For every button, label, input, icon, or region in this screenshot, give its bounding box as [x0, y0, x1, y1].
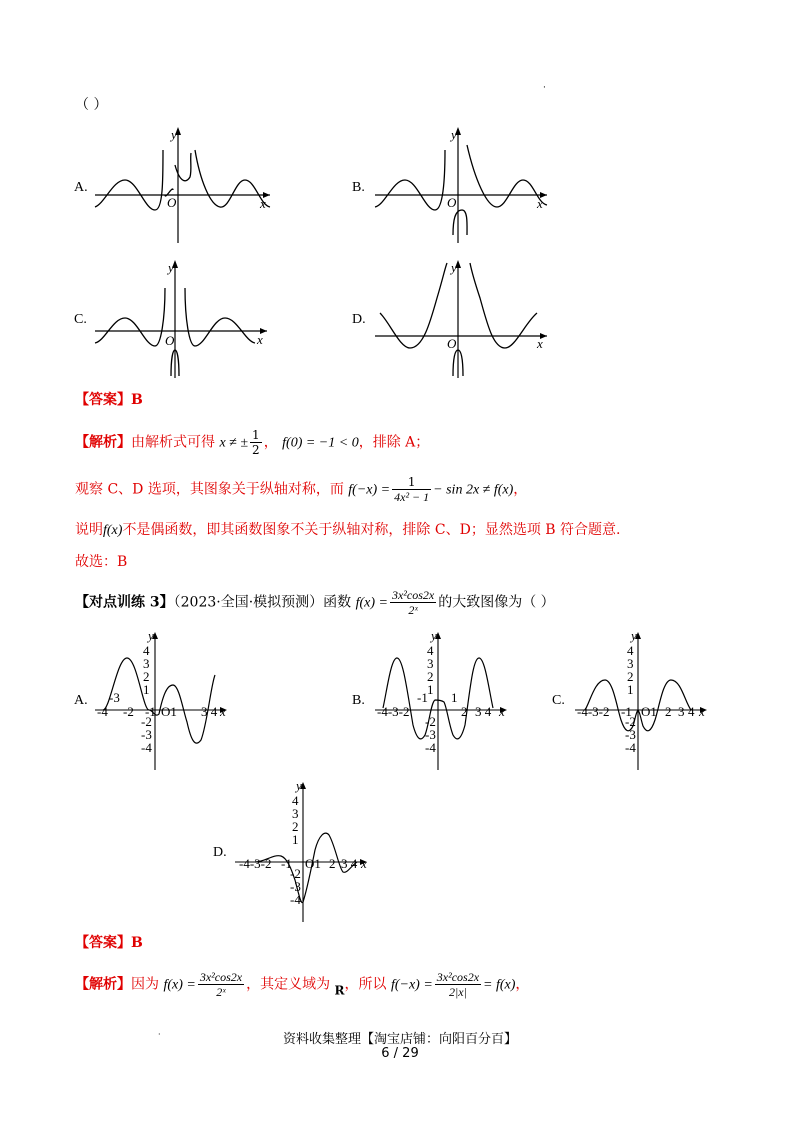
curve-middle [175, 153, 191, 181]
svg-text:4: 4 [427, 643, 434, 658]
svg-text:4: 4 [627, 643, 634, 658]
graph-option-c [95, 258, 280, 383]
origin-label: O [447, 195, 457, 210]
svg-text:3: 3 [292, 806, 299, 821]
exercise-tag: 【对点训练 3】 [75, 594, 174, 611]
y-axis-label: y [171, 127, 177, 142]
svg-text:3: 3 [627, 656, 634, 671]
svg-text:3 4: 3 4 [341, 856, 358, 871]
graph-option-c2 [575, 630, 715, 775]
svg-text:-1: -1 [621, 704, 632, 719]
curve-right [185, 288, 255, 346]
exercise-3-stem: 【对点训练 3】（2023·全国·模拟预测）函数 f(x) = $\frac{\text{3x²cos2x}}{\text{2ˣ}}$ 的大致图像为（ ） [75, 588, 555, 617]
svg-text:2: 2 [292, 819, 299, 834]
answer-tag: 【答案】 [75, 392, 131, 408]
x-axis-label: x [537, 336, 543, 351]
svg-text:2: 2 [461, 704, 468, 719]
y-axis-label: y [451, 127, 457, 142]
svg-text:-4-3-2: -4-3-2 [239, 856, 272, 871]
option-b-label: B. [352, 180, 365, 195]
svg-text:3: 3 [143, 656, 150, 671]
question-blank: （ ） [75, 97, 108, 113]
svg-text:x: x [499, 704, 505, 719]
svg-text:-2: -2 [141, 714, 152, 729]
svg-text:-4: -4 [625, 740, 636, 755]
svg-text:O1: O1 [161, 704, 177, 719]
y-axis-label: y [168, 260, 174, 275]
svg-text:O1: O1 [305, 856, 321, 871]
svg-text:3 4: 3 4 [475, 704, 492, 719]
svg-text:1: 1 [627, 682, 634, 697]
svg-text:1: 1 [427, 682, 434, 697]
x-axis-label: x [260, 196, 266, 211]
svg-text:-4-3-2: -4-3-2 [577, 704, 610, 719]
corner-dot: · [543, 83, 546, 93]
svg-text:2: 2 [627, 669, 634, 684]
answer-1 [75, 390, 143, 410]
svg-text:3: 3 [427, 656, 434, 671]
svg-text:2: 2 [665, 704, 672, 719]
analysis-2-line-1: 【解析】因为 f(x) = $\frac{\text{3x²cos2x}}{\text{2ˣ}}$ ，其定义域为 R，所以 f(−x) = $\frac{\text{3x²cos2x}}{2|x|}$ = f(x)， [75, 970, 530, 999]
svg-text:2: 2 [329, 856, 336, 871]
svg-text:4: 4 [292, 793, 299, 808]
svg-text:-4: -4 [425, 740, 436, 755]
svg-text:2: 2 [143, 669, 150, 684]
curve-right [470, 263, 537, 348]
option-c2-label: C. [552, 693, 565, 708]
svg-text:x: x [361, 856, 367, 871]
svg-text:-3: -3 [290, 879, 301, 894]
graph-option-d [375, 258, 560, 383]
option-a-label: A. [74, 180, 88, 195]
y-axis-label: y [451, 260, 457, 275]
answer-tag: 【答案】 [75, 935, 131, 951]
svg-text:4: 4 [143, 643, 150, 658]
option-c-label: C. [74, 312, 87, 327]
graph-option-a2 [95, 630, 235, 775]
curve-left [380, 263, 447, 348]
graph-option-a [95, 125, 280, 250]
page-number: 6 / 29 [381, 1046, 419, 1061]
graph-option-d2 [235, 780, 375, 925]
svg-text:3 4: 3 4 [201, 704, 218, 719]
footer-dot: · [158, 1030, 161, 1039]
svg-text:y: y [431, 628, 437, 643]
svg-text:4: 4 [688, 704, 695, 719]
option-b2-label: B. [352, 693, 365, 708]
origin-label: O [447, 336, 457, 351]
curve-middle [453, 210, 467, 235]
svg-text:y: y [148, 628, 154, 643]
analysis-1-line-4: 故选：B [75, 554, 128, 570]
x-axis-label: x [257, 332, 263, 347]
svg-text:1: 1 [143, 682, 150, 697]
svg-text:O1: O1 [641, 704, 657, 719]
curve-right [467, 145, 547, 207]
x-axis-label: x [537, 196, 543, 211]
svg-text:-3: -3 [141, 727, 152, 742]
svg-text:-1: -1 [281, 856, 292, 871]
option-d2-label: D. [213, 845, 227, 860]
answer-value: B [131, 935, 143, 951]
svg-text:-3: -3 [625, 727, 636, 742]
answer-value: B [131, 392, 143, 408]
curve-left [95, 150, 163, 210]
graph-option-b [375, 125, 560, 250]
svg-text:3: 3 [678, 704, 685, 719]
svg-text:x: x [699, 704, 705, 719]
svg-text:-1: -1 [417, 690, 428, 705]
analysis-tag: 【解析】 [75, 434, 131, 451]
curve-right [195, 150, 270, 207]
svg-text:y: y [296, 778, 302, 793]
svg-text:-4: -4 [97, 704, 108, 719]
graph-option-b2 [375, 630, 515, 775]
origin-label: O [165, 333, 175, 348]
svg-text:y: y [631, 628, 637, 643]
analysis-1-line-3: 说明f(x)不是偶函数，即其函数图象不关于纵轴对称，排除 C、D；显然选项 B 符合题意. [75, 522, 621, 538]
svg-text:-2: -2 [625, 714, 636, 729]
analysis-1-line-2: 观察 C、D 选项，其图象关于纵轴对称，而 f(−x) = $\frac{1}{\text{4x² − 1}}$ − sin 2x ≠ f(x)， [75, 475, 528, 504]
origin-label: O [167, 195, 177, 210]
curve-left [375, 150, 445, 210]
footer-source: 资料收集整理【淘宝店铺：向阳百分百】 [282, 1032, 517, 1047]
svg-text:1: 1 [292, 832, 299, 847]
svg-text:2: 2 [427, 669, 434, 684]
svg-text:1: 1 [451, 690, 458, 705]
curve-left [95, 288, 165, 346]
svg-text:-4-3-2: -4-3-2 [377, 704, 410, 719]
option-a2-label: A. [74, 693, 88, 708]
svg-text:-2: -2 [425, 714, 436, 729]
svg-text:x: x [220, 704, 226, 719]
svg-text:-4: -4 [290, 892, 301, 907]
option-d-label: D. [352, 312, 366, 327]
analysis-tag: 【解析】 [75, 976, 131, 993]
analysis-1-line-1: 【解析】由解析式可得 x ≠ ± $\frac{1}{2}$ ， f(0) = −1 < 0，排除 A； [75, 428, 430, 457]
svg-text:-2: -2 [123, 704, 134, 719]
svg-text:-1: -1 [145, 704, 156, 719]
svg-text:-2: -2 [290, 866, 301, 881]
svg-text:-3: -3 [109, 690, 120, 705]
svg-text:-3: -3 [425, 727, 436, 742]
svg-text:-4: -4 [141, 740, 152, 755]
answer-2 [75, 933, 143, 953]
